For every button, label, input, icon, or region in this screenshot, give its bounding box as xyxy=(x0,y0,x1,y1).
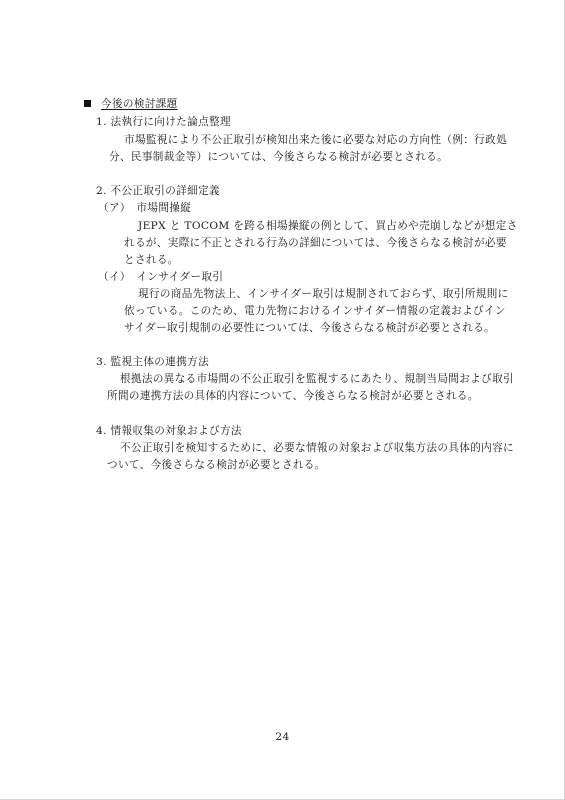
subsection-a-line-2: れるが、実際に不正とされる行為の詳細については、今後さらなる検討が必要 xyxy=(124,237,507,249)
heading-text: 今後の検討課題 xyxy=(101,98,178,110)
square-bullet-icon xyxy=(84,100,91,107)
section-1-line-2: 分、民事制裁金等）については、今後さらなる検討が必要とされる。 xyxy=(109,151,449,163)
section-3-line-2: 所間の連携方法の具体的内容について、今後さらなる検討が必要とされる。 xyxy=(107,390,479,402)
page-number: 24 xyxy=(275,731,290,743)
subsection-b-line-3: サイダー取引規制の必要性については、今後さらなる検討が必要とされる。 xyxy=(124,322,496,334)
subsection-b-title: （イ） インサイダー取引 xyxy=(98,271,224,283)
subsection-b-line-2: 依っている。このため、電力先物におけるインサイダー情報の定義およびイン xyxy=(124,305,506,317)
section-4-title: 4. 情報収集の対象および方法 xyxy=(96,425,242,437)
subsection-a-line-3: とされる。 xyxy=(124,254,179,266)
section-3-line-1: 根拠法の異なる市場間の不公正取引を監視するにあたり、規制当局間および取引 xyxy=(120,373,514,385)
subsection-b-line-1: 現行の商品先物法上、インサイダー取引は規制されておらず、取引所規則に xyxy=(138,288,509,300)
section-4-line-2: ついて、今後さらなる検討が必要とされる。 xyxy=(107,459,326,471)
section-4-line-1: 不公正取引を検知するために、必要な情報の対象および収集方法の具体的内容に xyxy=(120,442,514,454)
section-heading xyxy=(84,97,178,111)
section-3-title: 3. 監視主体の連携方法 xyxy=(96,356,210,368)
section-1-title: 1. 法執行に向けた論点整理 xyxy=(96,116,231,128)
subsection-a-line-1: JEPX と TOCOM を跨る相場操縦の例として、買占めや売崩しなどが想定さ xyxy=(138,220,518,232)
section-1-line-1: 市場監視により不公正取引が検知出来た後に必要な対応の方向性（例：行政処 xyxy=(124,134,508,146)
section-2-title: 2. 不公正取引の詳細定義 xyxy=(96,185,220,197)
subsection-a-title: （ア） 市場間操縦 xyxy=(98,202,192,214)
